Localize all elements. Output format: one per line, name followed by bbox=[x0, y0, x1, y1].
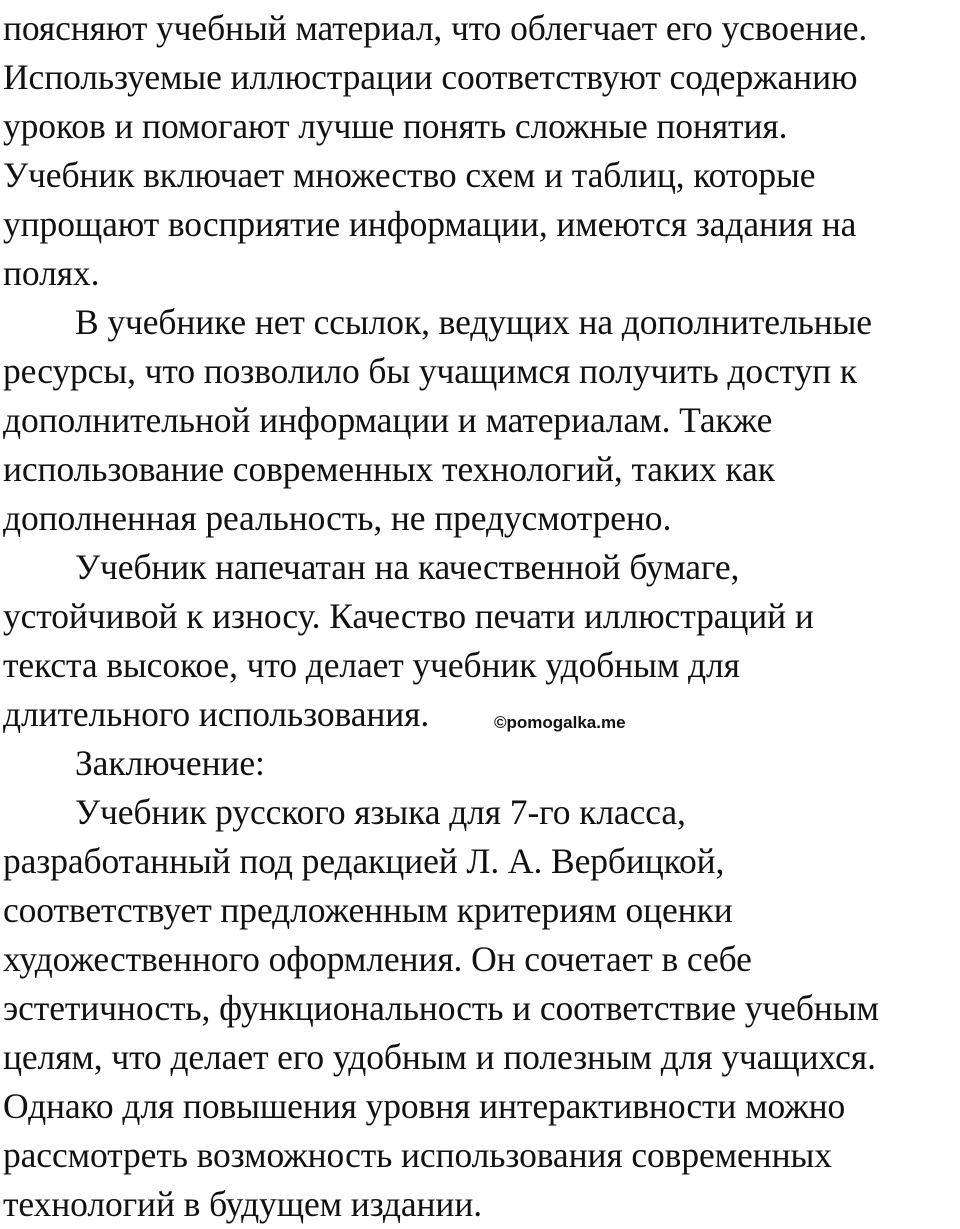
text-line: ресурсы, что позволило бы учащимся получить доступ к bbox=[3, 351, 857, 391]
paragraph-first-line: Учебник русского языка для 7-го класса, bbox=[75, 792, 686, 832]
watermark: ©pomogalka.me bbox=[494, 713, 626, 732]
text-line: устойчивой к износу. Качество печати иллюстраций и bbox=[3, 596, 814, 636]
text-line: поясняют учебный материал, что облегчает его усвоение. bbox=[3, 8, 868, 48]
text-line: полях. bbox=[3, 253, 100, 293]
text-line: Учебник включает множество схем и таблиц, которые bbox=[3, 155, 816, 195]
text-line: уроков и помогают лучше понять сложные понятия. bbox=[3, 106, 788, 146]
section-heading: Заключение: bbox=[75, 743, 265, 783]
text-line: дополненная реальность, не предусмотрено. bbox=[3, 498, 672, 538]
text-line: художественного оформления. Он сочетает в себе bbox=[3, 939, 752, 979]
document-text bbox=[3, 4, 953, 1229]
paragraph-first-line: Учебник напечатан на качественной бумаге, bbox=[75, 547, 740, 587]
text-line: дополнительной информации и материалам. Также bbox=[3, 400, 773, 440]
text-line: текста высокое, что делает учебник удобным для bbox=[3, 645, 740, 685]
text-line: Используемые иллюстрации соответствуют содержанию bbox=[3, 57, 858, 97]
text-line: эстетичность, функциональность и соответствие учебным bbox=[3, 988, 879, 1028]
text-line: использование современных технологий, таких как bbox=[3, 449, 775, 489]
text-line: соответствует предложенным критериям оценки bbox=[3, 890, 733, 930]
text-line: технологий в будущем издании. bbox=[3, 1184, 483, 1224]
text-line: рассмотреть возможность использования современных bbox=[3, 1135, 832, 1175]
text-line: Однако для повышения уровня интерактивности можно bbox=[3, 1086, 846, 1126]
text-line: упрощают восприятие информации, имеются задания на bbox=[3, 204, 857, 244]
text-line: разработанный под редакцией Л. А. Вербицкой, bbox=[3, 841, 725, 881]
text-line: длительного использования. bbox=[3, 694, 430, 734]
paragraph-first-line: В учебнике нет ссылок, ведущих на дополнительные bbox=[75, 302, 872, 342]
text-line: целям, что делает его удобным и полезным для учащихся. bbox=[3, 1037, 876, 1077]
